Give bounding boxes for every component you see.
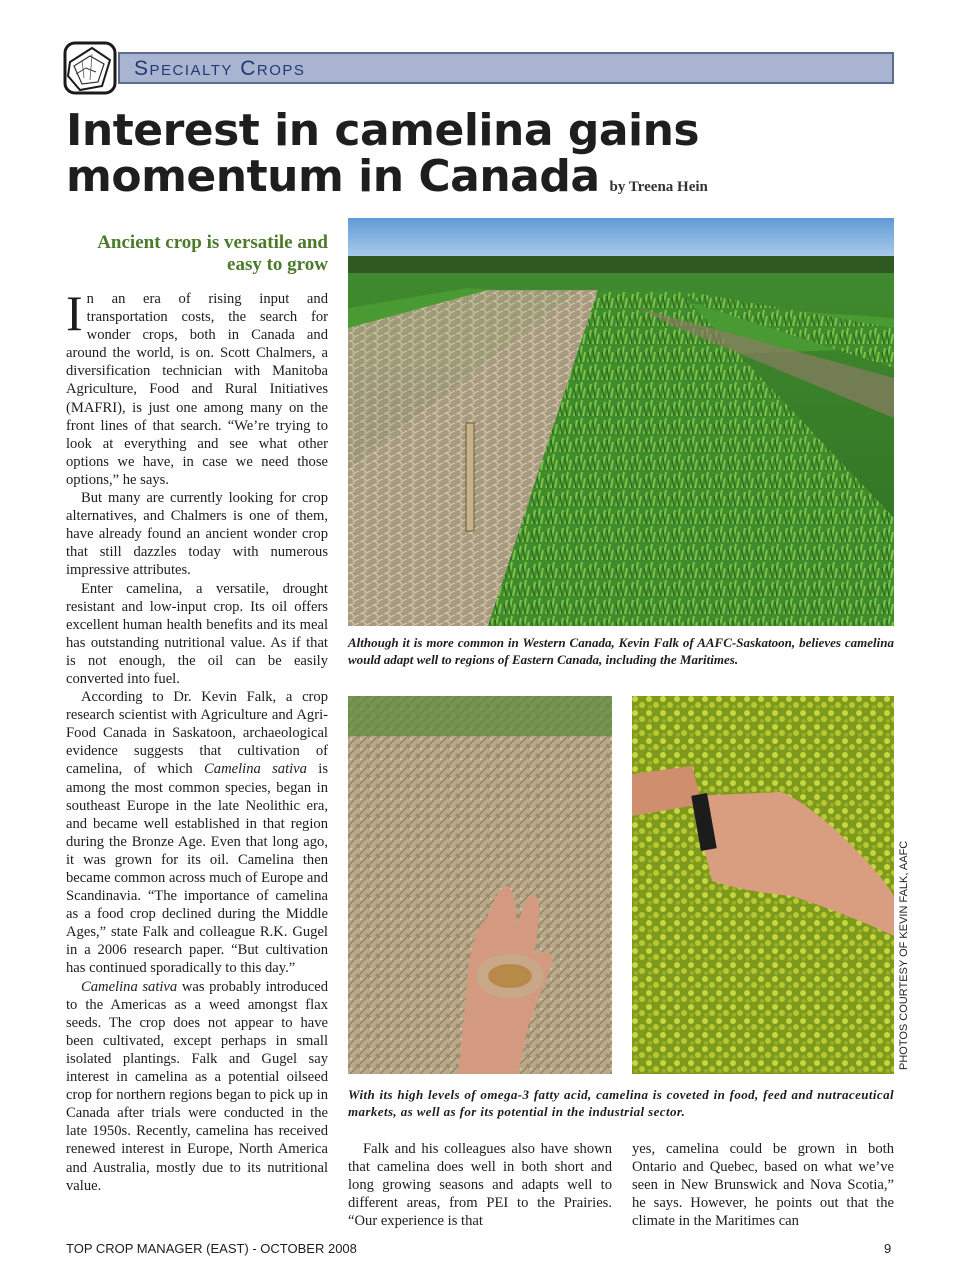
species-name: Camelina sativa bbox=[81, 978, 178, 995]
body-paragraph: yes, camelina could be grown in both Ontario and Quebec, based on what we’ve seen in New Brunswick and Nova Scotia,” he says. However, he points out that the climate in the Maritimes can bbox=[632, 1141, 894, 1230]
seeds-photo-caption: With its high levels of omega-3 fatty acid, camelina is coveted in food, feed and nutraceutical markets, as well as for its potential in the industrial sector. bbox=[348, 1087, 894, 1119]
article-subhead: Ancient crop is versatile and easy to grow bbox=[97, 232, 328, 275]
section-label: Specialty Crops bbox=[134, 57, 306, 80]
footer-page-number: 9 bbox=[884, 1241, 892, 1256]
footer-publication: TOP CROP MANAGER (EAST) - OCTOBER 2008 bbox=[66, 1241, 357, 1256]
body-paragraph bbox=[66, 978, 328, 1195]
body-paragraph bbox=[66, 688, 328, 978]
article-title: Interest in camelina gains momentum in Canada bbox=[66, 105, 700, 202]
body-column-1 bbox=[66, 285, 329, 1195]
drop-cap: I bbox=[66, 285, 83, 341]
section-banner bbox=[118, 52, 894, 84]
body-paragraph bbox=[66, 285, 328, 489]
paragraph-text: n an era of rising input and transportation costs, the search for wonder crops, both in Canada and around the world, is on. Scott Chalmers, a diversification technician with Manitoba Agriculture, Food and Rural Initiatives (MAFRI), is just one among many on the front lines of that search. “We’re trying to look at everything and see what other options we have, in case we need those options,” he says. bbox=[66, 291, 328, 488]
body-paragraph: Enter camelina, a versatile, drought resistant and low-input crop. Its oil offers excellent human health benefits and its meal has outstanding nutritional value. As if that is not enough, the oil can be easily converted into fuel. bbox=[66, 580, 328, 687]
field-photo-caption: Although it is more common in Western Canada, Kevin Falk of AAFC-Saskatoon, believes camelina would adapt well to regions of Eastern Canada, including the Maritimes. bbox=[348, 635, 894, 667]
photo-credit: PHOTOS COURTESY OF KEVIN FALK, AAFC bbox=[898, 840, 910, 1070]
body-paragraph: Falk and his colleagues also have shown that camelina does well in both short and long growing seasons and adapts well to different areas, from PEI to the Prairies. “Our experience is that bbox=[348, 1141, 612, 1230]
paragraph-text: According to Dr. Kevin Falk, a crop research scientist with Agriculture and Agri-Food Canada in Saskatoon, archaeological evidence suggests that cultivation of camelina, of which bbox=[66, 689, 328, 778]
seeds-in-hand-photo bbox=[348, 696, 612, 1074]
camelina-pods-photo bbox=[632, 696, 894, 1074]
article-headline bbox=[66, 105, 926, 210]
body-column-3 bbox=[632, 1140, 894, 1230]
body-paragraph: But many are currently looking for crop alternatives, and Chalmers is one of them, have already found an ancient wonder crop that still dazzles today with numerous impressive attributes. bbox=[66, 490, 328, 579]
species-name: Camelina sativa bbox=[204, 761, 307, 778]
body-column-2 bbox=[348, 1140, 612, 1230]
paragraph-text: is among the most common species, began in southeast Europe in the late Neolithic era, and became well established in that region during the Bronze Age. Even that long ago, it was grown for its oil. Camelina then became common across much of Europe and Scandinavia. “The importance of camelina as a food crop declined during the Middle Ages,” state Falk and colleague R.K. Gugel in a 2006 research paper. “But cultivation has continued sporadically to this day.” bbox=[66, 761, 329, 977]
article-byline: by Treena Hein bbox=[609, 179, 708, 195]
camelina-field-photo bbox=[348, 218, 894, 626]
paragraph-text: was probably introduced to the Americas as a weed amongst flax seeds. The crop does not appear to have been cultivated, except perhaps in small isolated plantings. Falk and Gugel say interest in camelina as a potential oilseed crop for northern regions began to pick up in Canada after trials were conducted in the late 1950s. Recently, camelina has received renewed interest in Europe, North America and Australia, mostly due to its nutritional value. bbox=[66, 978, 328, 1194]
section-logo-icon bbox=[62, 40, 118, 96]
